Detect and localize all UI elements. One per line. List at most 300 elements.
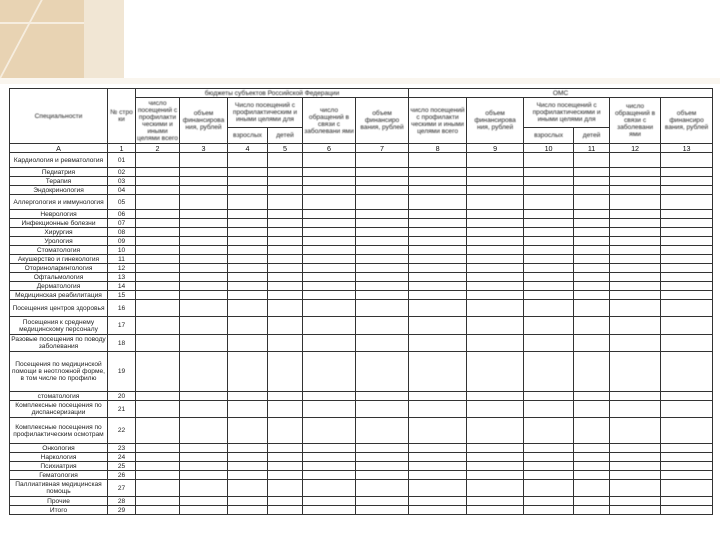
data-cell[interactable] <box>228 300 268 317</box>
data-cell[interactable] <box>356 453 409 462</box>
data-cell[interactable] <box>228 255 268 264</box>
data-cell[interactable] <box>467 317 524 335</box>
data-cell[interactable] <box>180 168 228 177</box>
data-cell[interactable] <box>610 401 661 418</box>
data-cell[interactable] <box>180 453 228 462</box>
data-cell[interactable] <box>610 177 661 186</box>
data-cell[interactable] <box>356 195 409 210</box>
data-cell[interactable] <box>661 228 713 237</box>
data-cell[interactable] <box>467 168 524 177</box>
data-cell[interactable] <box>136 255 180 264</box>
data-cell[interactable] <box>524 453 574 462</box>
data-cell[interactable] <box>574 219 610 228</box>
data-cell[interactable] <box>356 177 409 186</box>
data-cell[interactable] <box>180 317 228 335</box>
data-cell[interactable] <box>574 506 610 515</box>
data-cell[interactable] <box>228 153 268 168</box>
data-cell[interactable] <box>574 186 610 195</box>
data-cell[interactable] <box>228 246 268 255</box>
data-cell[interactable] <box>303 462 356 471</box>
data-cell[interactable] <box>467 264 524 273</box>
data-cell[interactable] <box>136 462 180 471</box>
data-cell[interactable] <box>136 282 180 291</box>
data-cell[interactable] <box>303 228 356 237</box>
data-cell[interactable] <box>409 462 467 471</box>
data-cell[interactable] <box>136 471 180 480</box>
data-cell[interactable] <box>136 210 180 219</box>
data-cell[interactable] <box>356 228 409 237</box>
data-cell[interactable] <box>356 210 409 219</box>
data-cell[interactable] <box>136 186 180 195</box>
data-cell[interactable] <box>409 444 467 453</box>
data-cell[interactable] <box>574 317 610 335</box>
data-cell[interactable] <box>610 335 661 352</box>
data-cell[interactable] <box>661 471 713 480</box>
data-cell[interactable] <box>303 471 356 480</box>
data-cell[interactable] <box>356 246 409 255</box>
data-cell[interactable] <box>303 418 356 444</box>
data-cell[interactable] <box>303 255 356 264</box>
data-cell[interactable] <box>356 352 409 392</box>
data-cell[interactable] <box>524 352 574 392</box>
data-cell[interactable] <box>356 264 409 273</box>
data-cell[interactable] <box>524 480 574 497</box>
data-cell[interactable] <box>574 392 610 401</box>
data-cell[interactable] <box>610 317 661 335</box>
data-cell[interactable] <box>180 300 228 317</box>
data-cell[interactable] <box>268 335 303 352</box>
data-cell[interactable] <box>409 255 467 264</box>
data-cell[interactable] <box>136 219 180 228</box>
data-cell[interactable] <box>574 195 610 210</box>
data-cell[interactable] <box>661 291 713 300</box>
data-cell[interactable] <box>136 444 180 453</box>
data-cell[interactable] <box>467 246 524 255</box>
data-cell[interactable] <box>524 462 574 471</box>
data-cell[interactable] <box>661 195 713 210</box>
data-cell[interactable] <box>228 177 268 186</box>
data-cell[interactable] <box>467 392 524 401</box>
data-cell[interactable] <box>303 153 356 168</box>
data-cell[interactable] <box>268 453 303 462</box>
data-cell[interactable] <box>228 335 268 352</box>
data-cell[interactable] <box>524 228 574 237</box>
data-cell[interactable] <box>524 177 574 186</box>
data-cell[interactable] <box>268 255 303 264</box>
data-cell[interactable] <box>661 219 713 228</box>
data-cell[interactable] <box>180 255 228 264</box>
data-cell[interactable] <box>228 195 268 210</box>
data-cell[interactable] <box>228 418 268 444</box>
data-cell[interactable] <box>574 453 610 462</box>
data-cell[interactable] <box>180 177 228 186</box>
data-cell[interactable] <box>356 471 409 480</box>
data-cell[interactable] <box>524 317 574 335</box>
data-cell[interactable] <box>228 237 268 246</box>
data-cell[interactable] <box>661 177 713 186</box>
data-cell[interactable] <box>524 444 574 453</box>
data-cell[interactable] <box>228 462 268 471</box>
data-cell[interactable] <box>574 497 610 506</box>
data-cell[interactable] <box>467 153 524 168</box>
data-cell[interactable] <box>180 186 228 195</box>
data-cell[interactable] <box>303 480 356 497</box>
data-cell[interactable] <box>409 282 467 291</box>
data-cell[interactable] <box>136 497 180 506</box>
data-cell[interactable] <box>136 392 180 401</box>
data-cell[interactable] <box>228 506 268 515</box>
data-cell[interactable] <box>610 228 661 237</box>
data-cell[interactable] <box>303 352 356 392</box>
data-cell[interactable] <box>467 228 524 237</box>
data-cell[interactable] <box>524 237 574 246</box>
data-cell[interactable] <box>356 444 409 453</box>
data-cell[interactable] <box>574 228 610 237</box>
data-cell[interactable] <box>610 273 661 282</box>
data-cell[interactable] <box>467 471 524 480</box>
data-cell[interactable] <box>228 471 268 480</box>
data-cell[interactable] <box>303 246 356 255</box>
data-cell[interactable] <box>574 335 610 352</box>
data-cell[interactable] <box>467 195 524 210</box>
data-cell[interactable] <box>228 444 268 453</box>
data-cell[interactable] <box>303 168 356 177</box>
data-cell[interactable] <box>303 453 356 462</box>
data-cell[interactable] <box>180 497 228 506</box>
data-cell[interactable] <box>467 255 524 264</box>
data-cell[interactable] <box>180 462 228 471</box>
data-cell[interactable] <box>409 168 467 177</box>
data-cell[interactable] <box>136 317 180 335</box>
data-cell[interactable] <box>268 273 303 282</box>
data-cell[interactable] <box>661 444 713 453</box>
data-cell[interactable] <box>661 453 713 462</box>
data-cell[interactable] <box>356 273 409 282</box>
data-cell[interactable] <box>574 352 610 392</box>
data-cell[interactable] <box>180 210 228 219</box>
data-cell[interactable] <box>136 177 180 186</box>
data-cell[interactable] <box>467 506 524 515</box>
data-cell[interactable] <box>524 291 574 300</box>
data-cell[interactable] <box>467 291 524 300</box>
data-cell[interactable] <box>574 462 610 471</box>
data-cell[interactable] <box>524 195 574 210</box>
data-cell[interactable] <box>409 335 467 352</box>
data-cell[interactable] <box>268 246 303 255</box>
data-cell[interactable] <box>356 255 409 264</box>
data-cell[interactable] <box>661 506 713 515</box>
data-cell[interactable] <box>610 462 661 471</box>
data-cell[interactable] <box>610 246 661 255</box>
data-cell[interactable] <box>409 195 467 210</box>
data-cell[interactable] <box>610 480 661 497</box>
data-cell[interactable] <box>356 392 409 401</box>
data-cell[interactable] <box>467 480 524 497</box>
data-cell[interactable] <box>574 237 610 246</box>
data-cell[interactable] <box>268 177 303 186</box>
data-cell[interactable] <box>610 210 661 219</box>
data-cell[interactable] <box>268 317 303 335</box>
data-cell[interactable] <box>409 273 467 282</box>
data-cell[interactable] <box>610 219 661 228</box>
data-cell[interactable] <box>610 497 661 506</box>
data-cell[interactable] <box>228 219 268 228</box>
data-cell[interactable] <box>409 219 467 228</box>
data-cell[interactable] <box>180 444 228 453</box>
data-cell[interactable] <box>574 444 610 453</box>
data-cell[interactable] <box>661 335 713 352</box>
data-cell[interactable] <box>356 153 409 168</box>
data-cell[interactable] <box>661 168 713 177</box>
data-cell[interactable] <box>524 246 574 255</box>
data-cell[interactable] <box>409 186 467 195</box>
data-cell[interactable] <box>136 168 180 177</box>
data-cell[interactable] <box>467 453 524 462</box>
data-cell[interactable] <box>661 210 713 219</box>
data-cell[interactable] <box>356 401 409 418</box>
data-cell[interactable] <box>467 335 524 352</box>
data-cell[interactable] <box>303 210 356 219</box>
data-cell[interactable] <box>610 186 661 195</box>
data-cell[interactable] <box>467 352 524 392</box>
data-cell[interactable] <box>661 392 713 401</box>
data-cell[interactable] <box>136 195 180 210</box>
data-cell[interactable] <box>610 255 661 264</box>
data-cell[interactable] <box>467 237 524 246</box>
data-cell[interactable] <box>228 480 268 497</box>
data-cell[interactable] <box>136 352 180 392</box>
data-cell[interactable] <box>661 153 713 168</box>
data-cell[interactable] <box>268 497 303 506</box>
data-cell[interactable] <box>409 392 467 401</box>
data-cell[interactable] <box>180 506 228 515</box>
data-cell[interactable] <box>409 237 467 246</box>
data-cell[interactable] <box>180 401 228 418</box>
data-cell[interactable] <box>409 317 467 335</box>
data-cell[interactable] <box>661 300 713 317</box>
data-cell[interactable] <box>303 300 356 317</box>
data-cell[interactable] <box>268 219 303 228</box>
data-cell[interactable] <box>268 228 303 237</box>
data-cell[interactable] <box>303 282 356 291</box>
data-cell[interactable] <box>661 273 713 282</box>
data-cell[interactable] <box>136 153 180 168</box>
data-cell[interactable] <box>661 264 713 273</box>
data-cell[interactable] <box>661 255 713 264</box>
data-cell[interactable] <box>409 352 467 392</box>
data-cell[interactable] <box>661 317 713 335</box>
data-cell[interactable] <box>661 418 713 444</box>
data-cell[interactable] <box>409 177 467 186</box>
data-cell[interactable] <box>661 282 713 291</box>
data-cell[interactable] <box>136 273 180 282</box>
data-cell[interactable] <box>574 471 610 480</box>
data-cell[interactable] <box>661 246 713 255</box>
data-cell[interactable] <box>409 480 467 497</box>
data-cell[interactable] <box>180 264 228 273</box>
data-cell[interactable] <box>524 392 574 401</box>
data-cell[interactable] <box>303 219 356 228</box>
data-cell[interactable] <box>268 480 303 497</box>
data-cell[interactable] <box>268 168 303 177</box>
data-cell[interactable] <box>574 168 610 177</box>
data-cell[interactable] <box>303 506 356 515</box>
data-cell[interactable] <box>574 282 610 291</box>
data-cell[interactable] <box>228 401 268 418</box>
data-cell[interactable] <box>574 177 610 186</box>
data-cell[interactable] <box>228 453 268 462</box>
data-cell[interactable] <box>610 264 661 273</box>
data-cell[interactable] <box>467 219 524 228</box>
data-cell[interactable] <box>303 335 356 352</box>
data-cell[interactable] <box>524 168 574 177</box>
data-cell[interactable] <box>409 300 467 317</box>
data-cell[interactable] <box>574 255 610 264</box>
data-cell[interactable] <box>303 264 356 273</box>
data-cell[interactable] <box>136 453 180 462</box>
data-cell[interactable] <box>524 300 574 317</box>
data-cell[interactable] <box>136 246 180 255</box>
data-cell[interactable] <box>136 335 180 352</box>
data-cell[interactable] <box>180 273 228 282</box>
data-cell[interactable] <box>303 317 356 335</box>
data-cell[interactable] <box>180 335 228 352</box>
data-cell[interactable] <box>610 418 661 444</box>
data-cell[interactable] <box>268 300 303 317</box>
data-cell[interactable] <box>356 462 409 471</box>
data-cell[interactable] <box>524 264 574 273</box>
data-cell[interactable] <box>524 186 574 195</box>
data-cell[interactable] <box>303 497 356 506</box>
data-cell[interactable] <box>610 237 661 246</box>
data-cell[interactable] <box>180 195 228 210</box>
data-cell[interactable] <box>228 497 268 506</box>
data-cell[interactable] <box>228 264 268 273</box>
data-cell[interactable] <box>303 237 356 246</box>
data-cell[interactable] <box>524 506 574 515</box>
data-cell[interactable] <box>409 497 467 506</box>
data-cell[interactable] <box>268 237 303 246</box>
data-cell[interactable] <box>610 392 661 401</box>
data-cell[interactable] <box>467 210 524 219</box>
data-cell[interactable] <box>180 282 228 291</box>
data-cell[interactable] <box>610 195 661 210</box>
data-cell[interactable] <box>409 291 467 300</box>
data-cell[interactable] <box>467 273 524 282</box>
data-cell[interactable] <box>180 237 228 246</box>
data-cell[interactable] <box>574 418 610 444</box>
data-cell[interactable] <box>524 273 574 282</box>
data-cell[interactable] <box>467 186 524 195</box>
data-cell[interactable] <box>661 462 713 471</box>
data-cell[interactable] <box>356 186 409 195</box>
data-cell[interactable] <box>356 282 409 291</box>
data-cell[interactable] <box>180 392 228 401</box>
data-cell[interactable] <box>268 352 303 392</box>
data-cell[interactable] <box>268 153 303 168</box>
data-cell[interactable] <box>268 291 303 300</box>
data-cell[interactable] <box>409 506 467 515</box>
data-cell[interactable] <box>303 195 356 210</box>
data-cell[interactable] <box>268 444 303 453</box>
data-cell[interactable] <box>574 401 610 418</box>
data-cell[interactable] <box>228 210 268 219</box>
data-cell[interactable] <box>356 317 409 335</box>
data-cell[interactable] <box>268 506 303 515</box>
data-cell[interactable] <box>524 153 574 168</box>
data-cell[interactable] <box>136 264 180 273</box>
data-cell[interactable] <box>574 153 610 168</box>
data-cell[interactable] <box>303 401 356 418</box>
data-cell[interactable] <box>136 300 180 317</box>
data-cell[interactable] <box>574 273 610 282</box>
data-cell[interactable] <box>136 480 180 497</box>
data-cell[interactable] <box>356 497 409 506</box>
data-cell[interactable] <box>574 246 610 255</box>
data-cell[interactable] <box>180 219 228 228</box>
data-cell[interactable] <box>524 471 574 480</box>
data-cell[interactable] <box>661 186 713 195</box>
data-cell[interactable] <box>228 228 268 237</box>
data-cell[interactable] <box>409 210 467 219</box>
data-cell[interactable] <box>180 246 228 255</box>
data-cell[interactable] <box>303 444 356 453</box>
data-cell[interactable] <box>356 219 409 228</box>
data-cell[interactable] <box>467 300 524 317</box>
data-cell[interactable] <box>268 264 303 273</box>
data-cell[interactable] <box>409 453 467 462</box>
data-cell[interactable] <box>303 291 356 300</box>
data-cell[interactable] <box>228 186 268 195</box>
data-cell[interactable] <box>574 480 610 497</box>
data-cell[interactable] <box>228 168 268 177</box>
data-cell[interactable] <box>268 210 303 219</box>
data-cell[interactable] <box>268 195 303 210</box>
data-cell[interactable] <box>268 392 303 401</box>
data-cell[interactable] <box>467 401 524 418</box>
data-cell[interactable] <box>356 237 409 246</box>
data-cell[interactable] <box>409 264 467 273</box>
data-cell[interactable] <box>574 210 610 219</box>
data-cell[interactable] <box>467 444 524 453</box>
data-cell[interactable] <box>356 291 409 300</box>
data-cell[interactable] <box>610 291 661 300</box>
data-cell[interactable] <box>356 335 409 352</box>
data-cell[interactable] <box>610 300 661 317</box>
data-cell[interactable] <box>661 352 713 392</box>
data-cell[interactable] <box>610 506 661 515</box>
data-cell[interactable] <box>610 471 661 480</box>
data-cell[interactable] <box>409 153 467 168</box>
data-cell[interactable] <box>356 480 409 497</box>
data-cell[interactable] <box>356 418 409 444</box>
data-cell[interactable] <box>661 401 713 418</box>
data-cell[interactable] <box>136 291 180 300</box>
data-cell[interactable] <box>610 444 661 453</box>
data-cell[interactable] <box>574 291 610 300</box>
data-cell[interactable] <box>661 480 713 497</box>
data-cell[interactable] <box>228 317 268 335</box>
data-cell[interactable] <box>180 228 228 237</box>
data-cell[interactable] <box>228 352 268 392</box>
data-cell[interactable] <box>524 335 574 352</box>
data-cell[interactable] <box>610 453 661 462</box>
data-cell[interactable] <box>268 471 303 480</box>
data-cell[interactable] <box>524 282 574 291</box>
data-cell[interactable] <box>524 418 574 444</box>
data-cell[interactable] <box>180 471 228 480</box>
data-cell[interactable] <box>136 228 180 237</box>
